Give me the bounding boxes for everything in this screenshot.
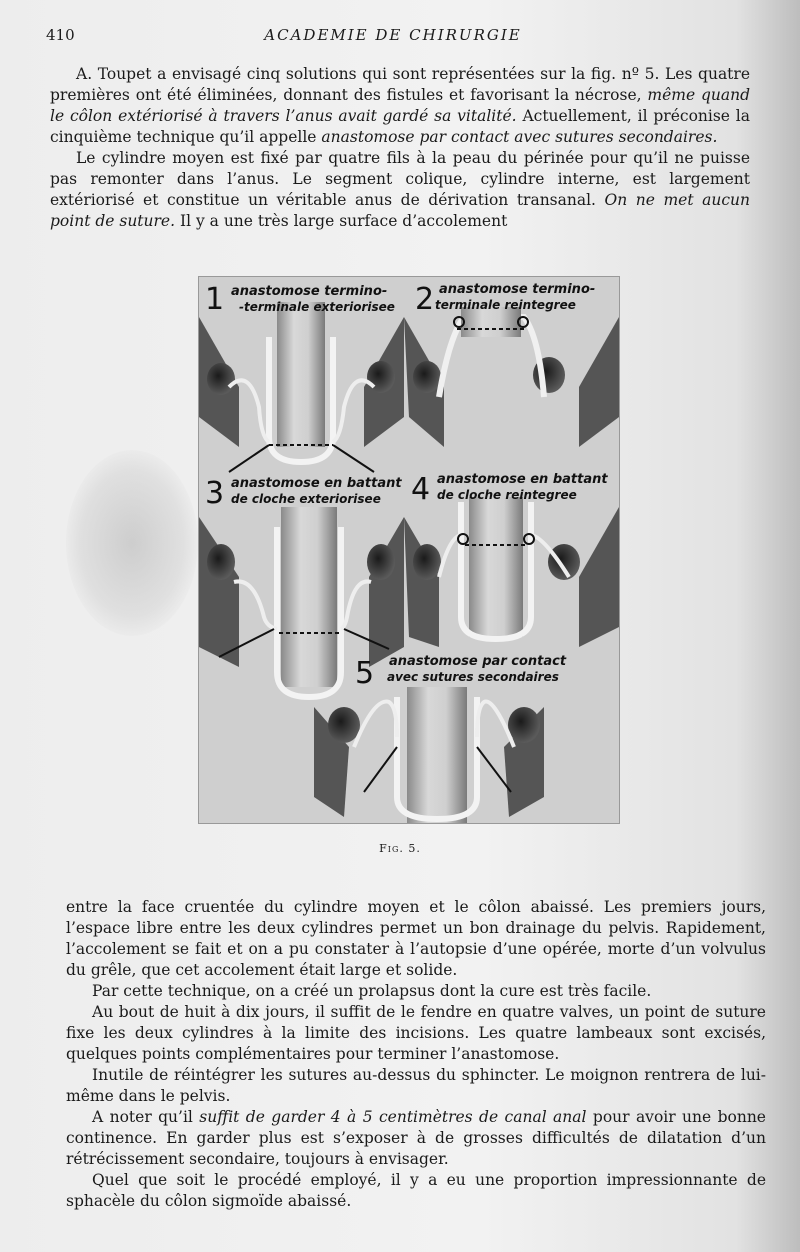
panel-2-number: 2 (415, 282, 435, 317)
text-run: Il y a une très large surface d’accolement (175, 212, 508, 230)
panel-2-label-line2: terminale reintegree (435, 298, 576, 312)
paragraph (66, 897, 766, 981)
text-run: Quel que soit le procédé employé, il y a eu une proportion impressionnante de sphacèle du côlon sigmoïde abaissé. (66, 1171, 766, 1210)
surgical-figure (198, 276, 620, 824)
page-header (46, 26, 740, 50)
paragraph (66, 1002, 766, 1065)
text-run: Inutile de réintégrer les sutures au-dessus du sphincter. Le moignon rentrera de lui-même dans le pelvis. (66, 1066, 766, 1105)
paragraph (66, 1107, 766, 1170)
panel-4-number: 4 (411, 472, 431, 507)
text-run: entre la face cruentée du cylindre moyen et le côlon abaissé. Les premiers jours, l’espace libre entre les deux cylindres permet un bon drainage du pelvis. Rapidement, l’accolement se fait et on a pu constater à l’autopsie d’une opérée, morte d’un volvulus du grêle, que cet accolement était large et solide. (66, 898, 766, 979)
italic-text-run: même quand le côlon extériorisé à travers l’anus avait gardé sa vitalité. (50, 86, 750, 125)
text-run: A. Toupet a envisagé cinq solutions qui sont représentées sur la fig. nº 5. Les quatre premières ont été éliminées, donnant des fistules et favorisant la nécrose, (50, 65, 750, 104)
figure-caption: Fig. 5. (379, 842, 421, 855)
panel-3-label-line2: de cloche exteriorisee (231, 492, 381, 506)
panel-2-label-line1: anastomose termino- (439, 282, 596, 297)
panel-5-label-line1: anastomose par contact (389, 654, 567, 669)
figure-drawing (199, 277, 619, 823)
panel-4-label-line2: de cloche reintegree (437, 488, 577, 502)
text-run: Actuellement, il préconise la cinquième technique qu’il appelle (50, 107, 750, 146)
panel-5-label-line2: avec sutures secondaires (387, 670, 559, 684)
panel-3-number: 3 (205, 476, 225, 511)
text-run: A noter qu’il (92, 1108, 200, 1126)
panel-1-label-line1: anastomose termino- (231, 284, 388, 299)
paragraph (66, 1170, 766, 1212)
paragraph (66, 1065, 766, 1107)
panel-5-number: 5 (355, 656, 375, 691)
italic-text-run: On ne met aucun point de suture. (50, 191, 750, 230)
text-run: Le cylindre moyen est fixé par quatre fils à la peau du périnée pour qu’il ne puisse pas remonter dans l’anus. Le segment colique, cylindre interne, est largement extériorisé et constitue un véritable anus de dérivation transanal. (50, 149, 750, 209)
stamp-mark (66, 450, 198, 636)
paragraph (50, 64, 750, 148)
paragraph (66, 981, 766, 1002)
panel-1-label-line2: -terminale exteriorisee (239, 300, 395, 314)
top-text-block (50, 64, 750, 232)
italic-text-run: anastomose par contact avec sutures secondaires. (321, 128, 718, 146)
italic-text-run: suffit de garder 4 à 5 centimètres de canal anal (199, 1108, 587, 1126)
text-run: Par cette technique, on a créé un prolapsus dont la cure est très facile. (92, 982, 652, 1000)
panel-4-label-line1: anastomose en battant (437, 472, 608, 487)
panel-3-label-line1: anastomose en battant (231, 476, 402, 491)
running-title: ACADEMIE DE CHIRURGIE (264, 26, 522, 44)
bottom-text-block (66, 897, 766, 1212)
page-number: 410 (46, 26, 75, 44)
text-run: Au bout de huit à dix jours, il suffit de le fendre en quatre valves, un point de suture fixe les deux cylindres à la limite des incisions. Les quatre lambeaux sont excisés, quelques points complémentaires pour terminer l’anastomose. (66, 1003, 766, 1063)
text-run: pour avoir une bonne continence. En garder plus est s’exposer à de grosses difficultés de dilatation d’un rétrécissement secondaire, toujours à envisager. (66, 1108, 766, 1168)
paragraph (50, 148, 750, 232)
panel-1-number: 1 (205, 282, 225, 317)
